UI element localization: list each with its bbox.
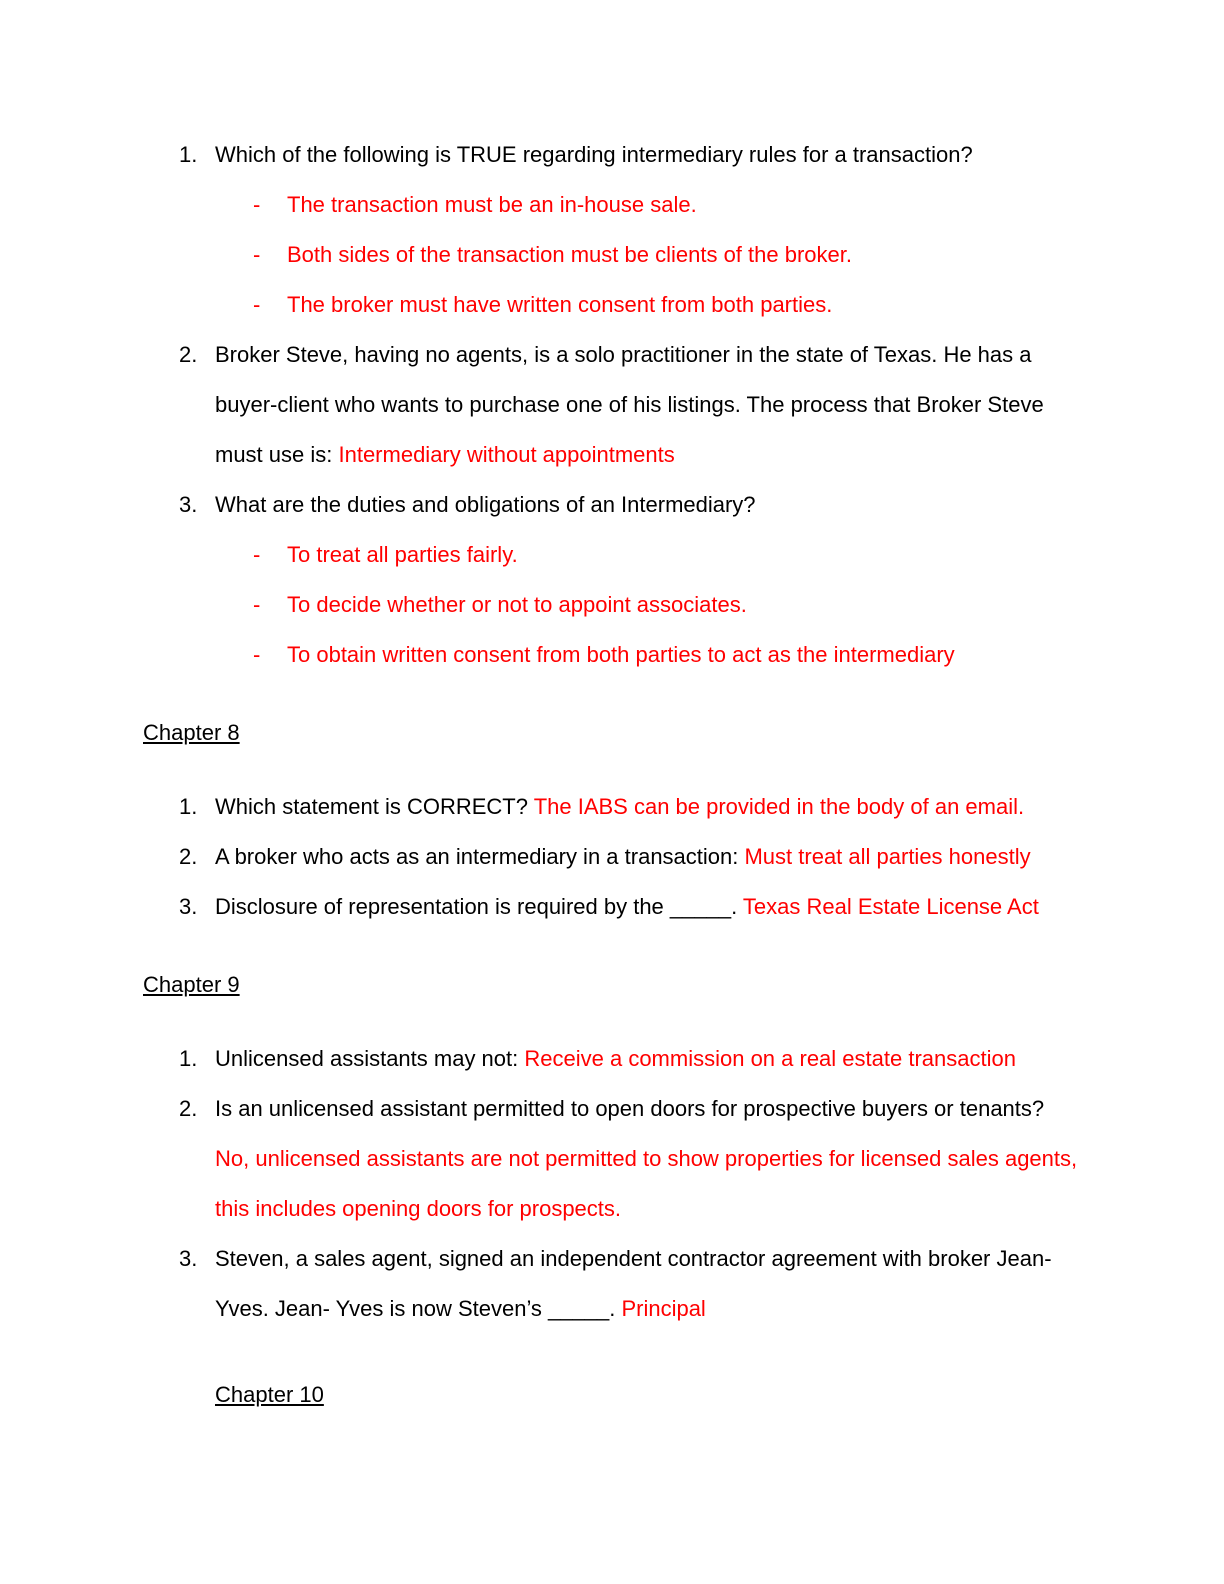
question-item (143, 782, 1081, 832)
chapter-10-heading: Chapter 10 (215, 1382, 324, 1407)
answer-item (215, 180, 1081, 230)
question-number: 1. (179, 1046, 198, 1071)
question-list-chapter-9 (143, 1034, 1081, 1334)
question-text: Unlicensed assistants may not: (215, 1046, 525, 1071)
dash-bullet: - (253, 242, 261, 267)
chapter-9-heading: Chapter 9 (143, 972, 240, 997)
question-item (143, 1234, 1081, 1334)
question-text: Steven, a sales agent, signed an independent contractor agreement with broker Jean-Yves. Jean- Yves is now Steven’s _____. (215, 1246, 1052, 1321)
question-text: What are the duties and obligations of an Intermediary? (215, 492, 756, 517)
answer-text: To treat all parties fairly. (287, 542, 518, 567)
question-item (143, 480, 1081, 680)
answer-text: Receive a commission on a real estate transaction (524, 1046, 1016, 1071)
answer-item (215, 230, 1081, 280)
question-text: Which of the following is TRUE regarding intermediary rules for a transaction? (215, 142, 973, 167)
answer-item (215, 580, 1081, 630)
answer-text: The transaction must be an in-house sale. (287, 192, 697, 217)
answer-text: No, unlicensed assistants are not permitted to show properties for licensed sales agents, this includes opening doors for prospects. (215, 1146, 1078, 1221)
answer-text: To obtain written consent from both parties to act as the intermediary (287, 642, 955, 667)
question-list-intermediary (143, 130, 1081, 680)
answer-item (215, 530, 1081, 580)
question-number: 3. (179, 1246, 198, 1271)
question-number: 2. (179, 1096, 198, 1121)
answer-text: To decide whether or not to appoint associates. (287, 592, 747, 617)
answer-text: The IABS can be provided in the body of an email. (533, 794, 1025, 819)
answer-text: Texas Real Estate License Act (742, 894, 1039, 919)
answer-text: Principal (621, 1296, 706, 1321)
dash-bullet: - (253, 542, 261, 567)
question-item (143, 1084, 1081, 1234)
answer-text: The broker must have written consent from both parties. (287, 292, 833, 317)
answer-item (215, 630, 1081, 680)
question-text: Disclosure of representation is required by the _____. (215, 894, 743, 919)
question-number: 3. (179, 492, 198, 517)
answer-text: Both sides of the transaction must be clients of the broker. (287, 242, 852, 267)
question-item (143, 832, 1081, 882)
chapter-8-heading: Chapter 8 (143, 720, 240, 745)
question-list-chapter-8 (143, 782, 1081, 932)
answer-item (215, 280, 1081, 330)
question-number: 3. (179, 894, 198, 919)
question-number: 2. (179, 342, 198, 367)
question-number: 2. (179, 844, 198, 869)
answer-text: Intermediary without appointments (338, 442, 675, 467)
dash-bullet: - (253, 192, 261, 217)
question-number: 1. (179, 794, 198, 819)
answer-list (215, 530, 1081, 680)
dash-bullet: - (253, 642, 261, 667)
question-number: 1. (179, 142, 198, 167)
question-text: A broker who acts as an intermediary in a transaction: (215, 844, 745, 869)
dash-bullet: - (253, 592, 261, 617)
question-text: Is an unlicensed assistant permitted to open doors for prospective buyers or tenants? (215, 1096, 1045, 1121)
question-text: Broker Steve, having no agents, is a solo practitioner in the state of Texas. He has a buyer-client who wants to purchase one of his listings. The process that Broker Steve must use is: (215, 342, 1044, 467)
answer-list (215, 180, 1081, 330)
question-item (143, 130, 1081, 330)
answer-text: Must treat all parties honestly (744, 844, 1031, 869)
question-item (143, 882, 1081, 932)
dash-bullet: - (253, 292, 261, 317)
question-item (143, 1034, 1081, 1084)
question-text: Which statement is CORRECT? (215, 794, 534, 819)
question-item (143, 330, 1081, 480)
